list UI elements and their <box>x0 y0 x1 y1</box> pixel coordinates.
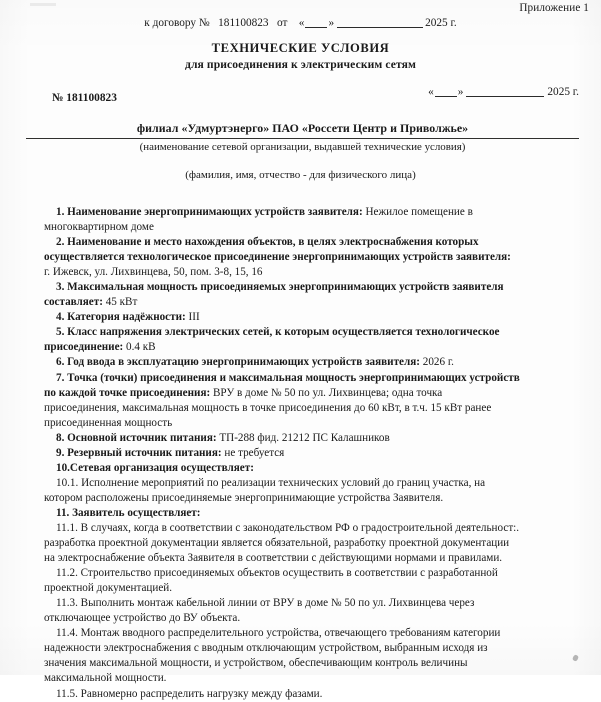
body-line-label: 9. Резервный источник питания: <box>56 446 222 459</box>
doc-month-blank-line <box>466 96 544 97</box>
body-line <box>44 295 583 310</box>
month-blank-line <box>337 27 423 28</box>
body-line <box>44 551 583 566</box>
body-line-value: Нежилое помещение в <box>362 206 473 218</box>
body-line-value: 10.1. Исполнение мероприятий по реализации технических условий до границ участка, на <box>56 476 486 489</box>
body-line <box>44 340 583 355</box>
body-line-value: значения максимальной мощности, и устройством, обеспечивающим контроль величины <box>44 657 468 670</box>
body-line <box>44 235 583 250</box>
body-line-value: отключающее устройство до ВУ объекта. <box>44 612 241 625</box>
body-line-value: ТП-288 фид. 21212 ПС Калашников <box>216 431 390 444</box>
organization-block <box>26 121 579 153</box>
doc-day-blank-line <box>435 96 457 97</box>
body-line <box>44 446 583 461</box>
body-line-label: 11. Заявитель осуществляет: <box>56 506 201 519</box>
body-line <box>44 521 583 536</box>
body-line-label: осуществляется технологическое присоединение энергопринимающих устройств заявителя: <box>44 251 511 264</box>
contract-reference-line <box>0 17 601 29</box>
contract-prefix-label: к договору № <box>144 17 210 29</box>
body-line <box>44 401 583 416</box>
body-line-value: г. Ижевск, ул. Лихвинцева, 50, пом. 3-8, 15, 16 <box>44 266 263 279</box>
body-line <box>44 461 583 476</box>
body-line <box>44 641 583 656</box>
document-date-line <box>428 86 579 98</box>
body-line-value: проектной документацией. <box>44 582 173 595</box>
body-line-value: 11.3. Выполнить монтаж кабельной линии от ВРУ в доме № 50 по ул. Лихвинцева через <box>56 597 475 610</box>
body-line-label: 3. Максимальная мощность присоединяемых энергопринимающих устройств заявителя <box>56 281 504 294</box>
page-title: ТЕХНИЧЕСКИЕ УСЛОВИЯ <box>211 41 390 55</box>
body-line <box>44 310 583 325</box>
contract-number-value: 181100823 <box>218 17 269 29</box>
day-blank-line <box>305 27 327 28</box>
body-line <box>44 416 583 431</box>
body-line-label: составляет: <box>44 296 103 309</box>
body-line-label: 1. Наименование энергопринимающих устройств заявителя: <box>56 206 363 218</box>
person-name-caption: (фамилия, имя, отчество - для физического лица) <box>185 169 416 181</box>
body-line-value: 11.4. Монтаж вводного распределительного устройства, отвечающего требованиям категории <box>56 627 501 640</box>
body-line <box>44 250 583 265</box>
body-line <box>44 611 583 626</box>
body-line-label: присоединение: <box>44 341 124 354</box>
body-line-value: ВРУ в доме № 50 по ул. Лихвинцева; одна точка <box>210 386 443 399</box>
body-line-value: разработка проектной документации является обязательной, разработку проектной документации <box>44 537 510 550</box>
document-body <box>44 205 583 702</box>
body-line-label: 10.Сетевая организация осуществляет: <box>56 461 254 474</box>
body-line-value: 0.4 кВ <box>123 341 156 354</box>
body-line <box>44 371 583 386</box>
body-line <box>44 566 583 581</box>
document-year-value: 2025 г. <box>547 86 579 98</box>
body-line <box>44 506 583 521</box>
contract-year-value: 2025 г. <box>425 17 457 29</box>
quote-open-glyph: « <box>298 17 305 29</box>
body-line-value: присоединения, максимальная мощность в точке присоединения до 60 кВт, в т.ч. 15 кВт ранее <box>44 401 492 414</box>
body-line <box>44 671 583 686</box>
body-line-label: 8. Основной источник питания: <box>56 431 217 444</box>
body-line <box>44 656 583 671</box>
body-line-label: 5. Класс напряжения электрических сетей, к которым осуществляется технологическое <box>56 326 500 339</box>
body-line <box>44 687 583 702</box>
body-line-value: III <box>185 311 200 324</box>
body-line-value: многоквартирном доме <box>44 221 154 234</box>
organization-name: филиал «Удмуртэнерго» ПАО «Россети Центр и Приволжье» <box>26 121 579 139</box>
body-line-label: 7. Точка (точки) присоединения и максимальная мощность энергопринимающих устройств <box>56 371 520 384</box>
body-line <box>44 476 583 491</box>
body-line <box>44 325 583 340</box>
body-line-value: надежности электроснабжения с вводным отключающим устройством, выбранным исходя из <box>44 642 488 655</box>
body-line-value: присоединенная мощность <box>44 416 173 429</box>
scan-artifact-top <box>30 3 56 6</box>
organization-caption: (наименование сетевой организации, выдавшей технические условия) <box>139 141 466 153</box>
body-line <box>44 491 583 506</box>
body-line-value: 2026 г. <box>419 356 454 369</box>
page-subtitle: для присоединения к электрическим сетям <box>184 58 417 71</box>
body-line-value: максимальной мощности. <box>44 672 167 685</box>
body-line <box>44 536 583 551</box>
appendix-label: Приложение 1 <box>519 2 589 14</box>
body-line-value: не требуется <box>221 446 285 459</box>
body-line-value: 45 кВт <box>102 296 138 309</box>
body-line <box>44 431 583 446</box>
body-line-label: 4. Категория надёжности: <box>56 311 186 324</box>
body-line-label: 2. Наименование и место нахождения объектов, в целях электроснабжения которых <box>56 236 479 249</box>
quote-open-glyph-2: « <box>428 86 434 98</box>
body-line <box>44 355 583 370</box>
document-number: № 181100823 <box>52 92 117 104</box>
body-line-label: по каждой точке присоединения: <box>44 386 211 399</box>
body-line-label: 6. Год ввода в эксплуатацию энергопринимающих устройств заявителя: <box>56 356 420 369</box>
body-line-value: 11.1. В случаях, когда в соответствии с законодательством РФ о градостроительной деятельност:. <box>56 521 520 534</box>
body-line-value: котором расположены присоединяемые энергопринимающие устройства Заявителя. <box>44 491 444 504</box>
body-line <box>44 220 583 235</box>
body-line <box>44 596 583 611</box>
body-line-value: 11.5. Равномерно распределить нагрузку между фазами. <box>56 687 323 700</box>
quote-close-glyph: » <box>328 17 335 29</box>
body-line <box>44 265 583 280</box>
quote-close-glyph-2: » <box>457 86 464 98</box>
body-line-value: на электроснабжение объекта Заявителя в соответствии с действующими нормами и правилами. <box>44 552 503 565</box>
body-line <box>44 581 583 596</box>
body-line <box>44 205 583 220</box>
body-line <box>44 626 583 641</box>
body-line <box>44 280 583 295</box>
body-line <box>44 386 583 401</box>
body-line-value: 11.2. Строительство присоединяемых объектов осуществить в соответствии с разработанной <box>56 567 498 580</box>
contract-from-label: от <box>277 17 288 29</box>
